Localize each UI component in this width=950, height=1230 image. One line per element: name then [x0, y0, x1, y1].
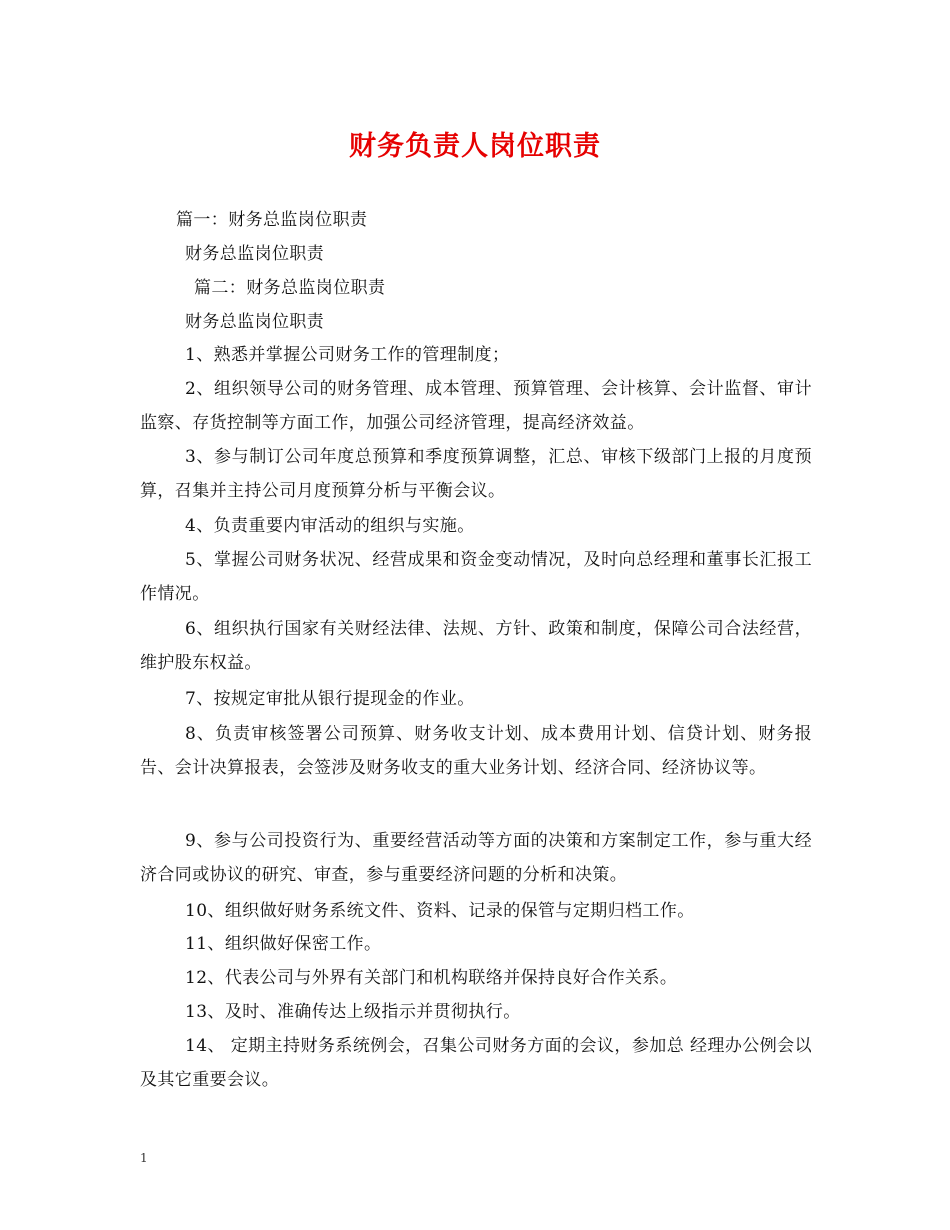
duty-item: 6、组织执行国家有关财经法律、法规、方针、政策和制度，保障公司合法经营，维护股东权益。	[140, 619, 812, 673]
duty-item: 14、 定期主持财务系统例会，召集公司财务方面的会议，参加总 经理办公例会以及其它重要会议。	[140, 1036, 812, 1090]
duty-item: 7、按规定审批从银行提现金的作业。	[185, 689, 475, 709]
duty-item: 4、负责重要内审活动的组织与实施。	[185, 516, 475, 536]
duty-item: 10、组织做好财务系统文件、资料、记录的保管与定期归档工作。	[185, 901, 695, 921]
duty-item: 9、参与公司投资行为、重要经营活动等方面的决策和方案制定工作，参与重大经济合同或协议的研究、审查，参与重要经济问题的分析和决策。	[140, 831, 812, 885]
duty-item: 1、熟悉并掌握公司财务工作的管理制度；	[185, 345, 510, 365]
duty-item: 11、组织做好保密工作。	[185, 934, 382, 954]
intro-line: 篇一：财务总监岗位职责	[176, 210, 368, 230]
intro-line: 篇二：财务总监岗位职责	[194, 278, 386, 298]
duty-item: 3、参与制订公司年度总预算和季度预算调整，汇总、审核下级部门上报的月度预算，召集并主持公司月度预算分析与平衡会议。	[140, 447, 812, 501]
duty-item: 8、负责审核签署公司预算、财务收支计划、成本费用计划、信贷计划、财务报告、会计决算报表，会签涉及财务收支的重大业务计划、经济合同、经济协议等。	[140, 724, 812, 778]
intro-line: 财务总监岗位职责	[185, 312, 325, 332]
duty-item: 12、代表公司与外界有关部门和机构联络并保持良好合作关系。	[185, 968, 678, 988]
duty-item: 2、组织领导公司的财务管理、成本管理、预算管理、会计核算、会计监督、审计监察、存货控制等方面工作，加强公司经济管理，提高经济效益。	[140, 379, 812, 433]
duty-item: 13、及时、准确传达上级指示并贯彻执行。	[185, 1002, 521, 1022]
document-title: 财务负责人岗位职责	[349, 131, 601, 162]
duty-item: 5、掌握公司财务状况、经营成果和资金变动情况，及时向总经理和董事长汇报工作情况。	[140, 550, 812, 604]
intro-line: 财务总监岗位职责	[185, 244, 325, 264]
page-number: 1	[140, 1151, 148, 1165]
